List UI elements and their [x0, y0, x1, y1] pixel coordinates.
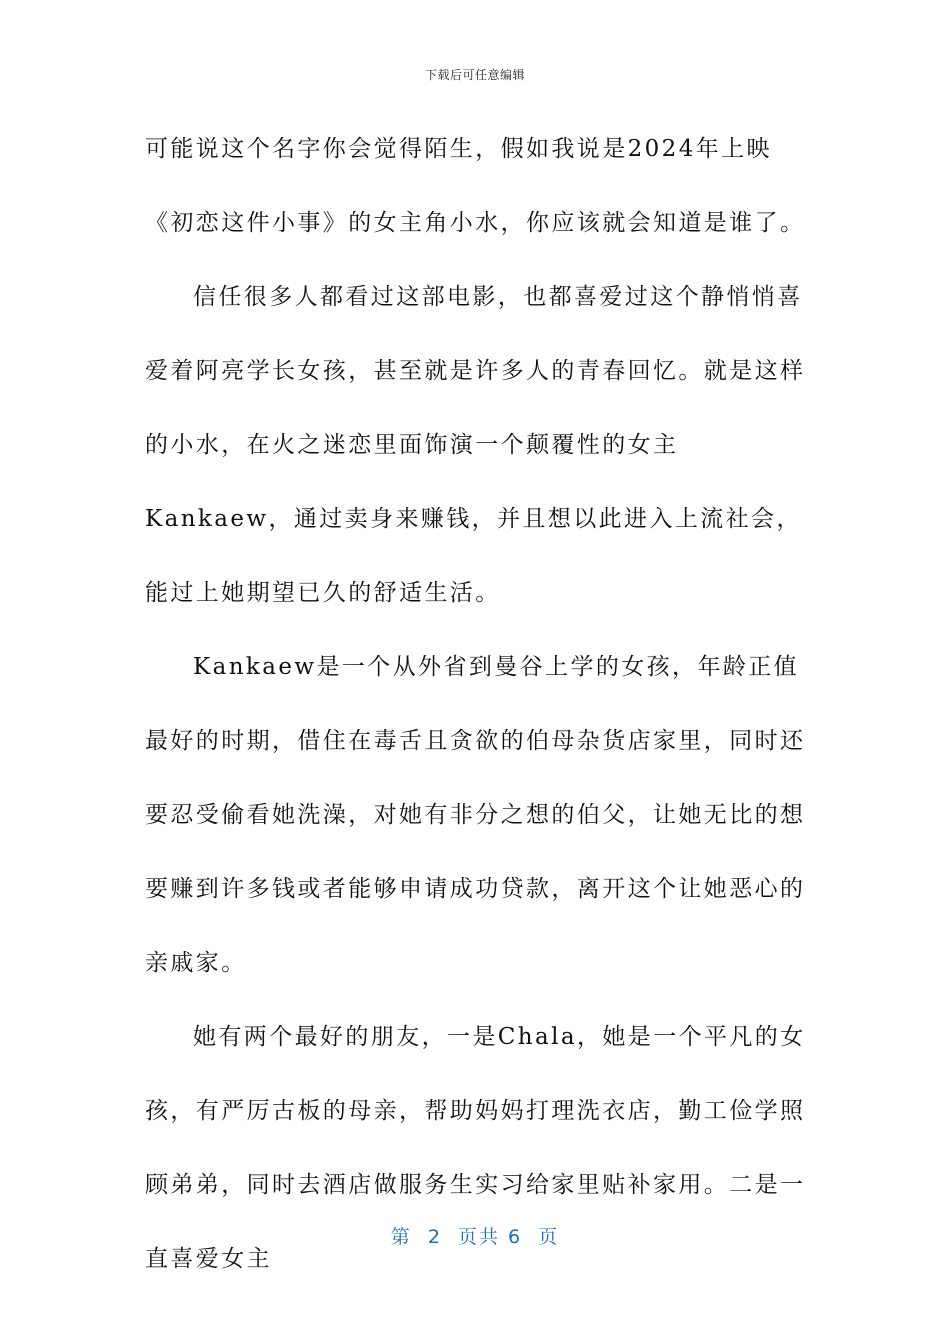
paragraph-1: 可能说这个名字你会觉得陌生，假如我说是2024年上映《初恋这件小事》的女主角小水，你应该就会知道是谁了。 [145, 136, 806, 236]
page-header: 下载后可任意编辑 [424, 68, 525, 82]
paragraph-2: 信任很多人都看过这部电影，也都喜爱过这个静悄悄喜爱着阿亮学长女孩，甚至就是许多人的青春回忆。就是这样的小水，在火之迷恋里面饰演一个颠覆性的女主Kankaew，通过卖身来赚钱，并且想以此进入上流社会，能过上她期望已久的舒适生活。 [145, 284, 806, 606]
paragraph-3: Kankaew是一个从外省到曼谷上学的女孩，年龄正值最好的时期，借住在毒舌且贪欲的伯母杂货店家里，同时还要忍受偷看她洗澡，对她有非分之想的伯父，让她无比的想要赚到许多钱或者能够申请成功贷款，离开这个让她恶心的亲戚家。 [145, 654, 806, 976]
paragraph-4: 她有两个最好的朋友，一是Chala，她是一个平凡的女孩，有严厉古板的母亲，帮助妈妈打理洗衣店，勤工俭学照顾弟弟，同时去酒店做服务生实习给家里贴补家用。二是一直喜爱女主 [145, 1024, 806, 1272]
page-number-footer: 第 2 页共 6 页 [390, 1226, 560, 1248]
document-body [145, 112, 810, 1296]
